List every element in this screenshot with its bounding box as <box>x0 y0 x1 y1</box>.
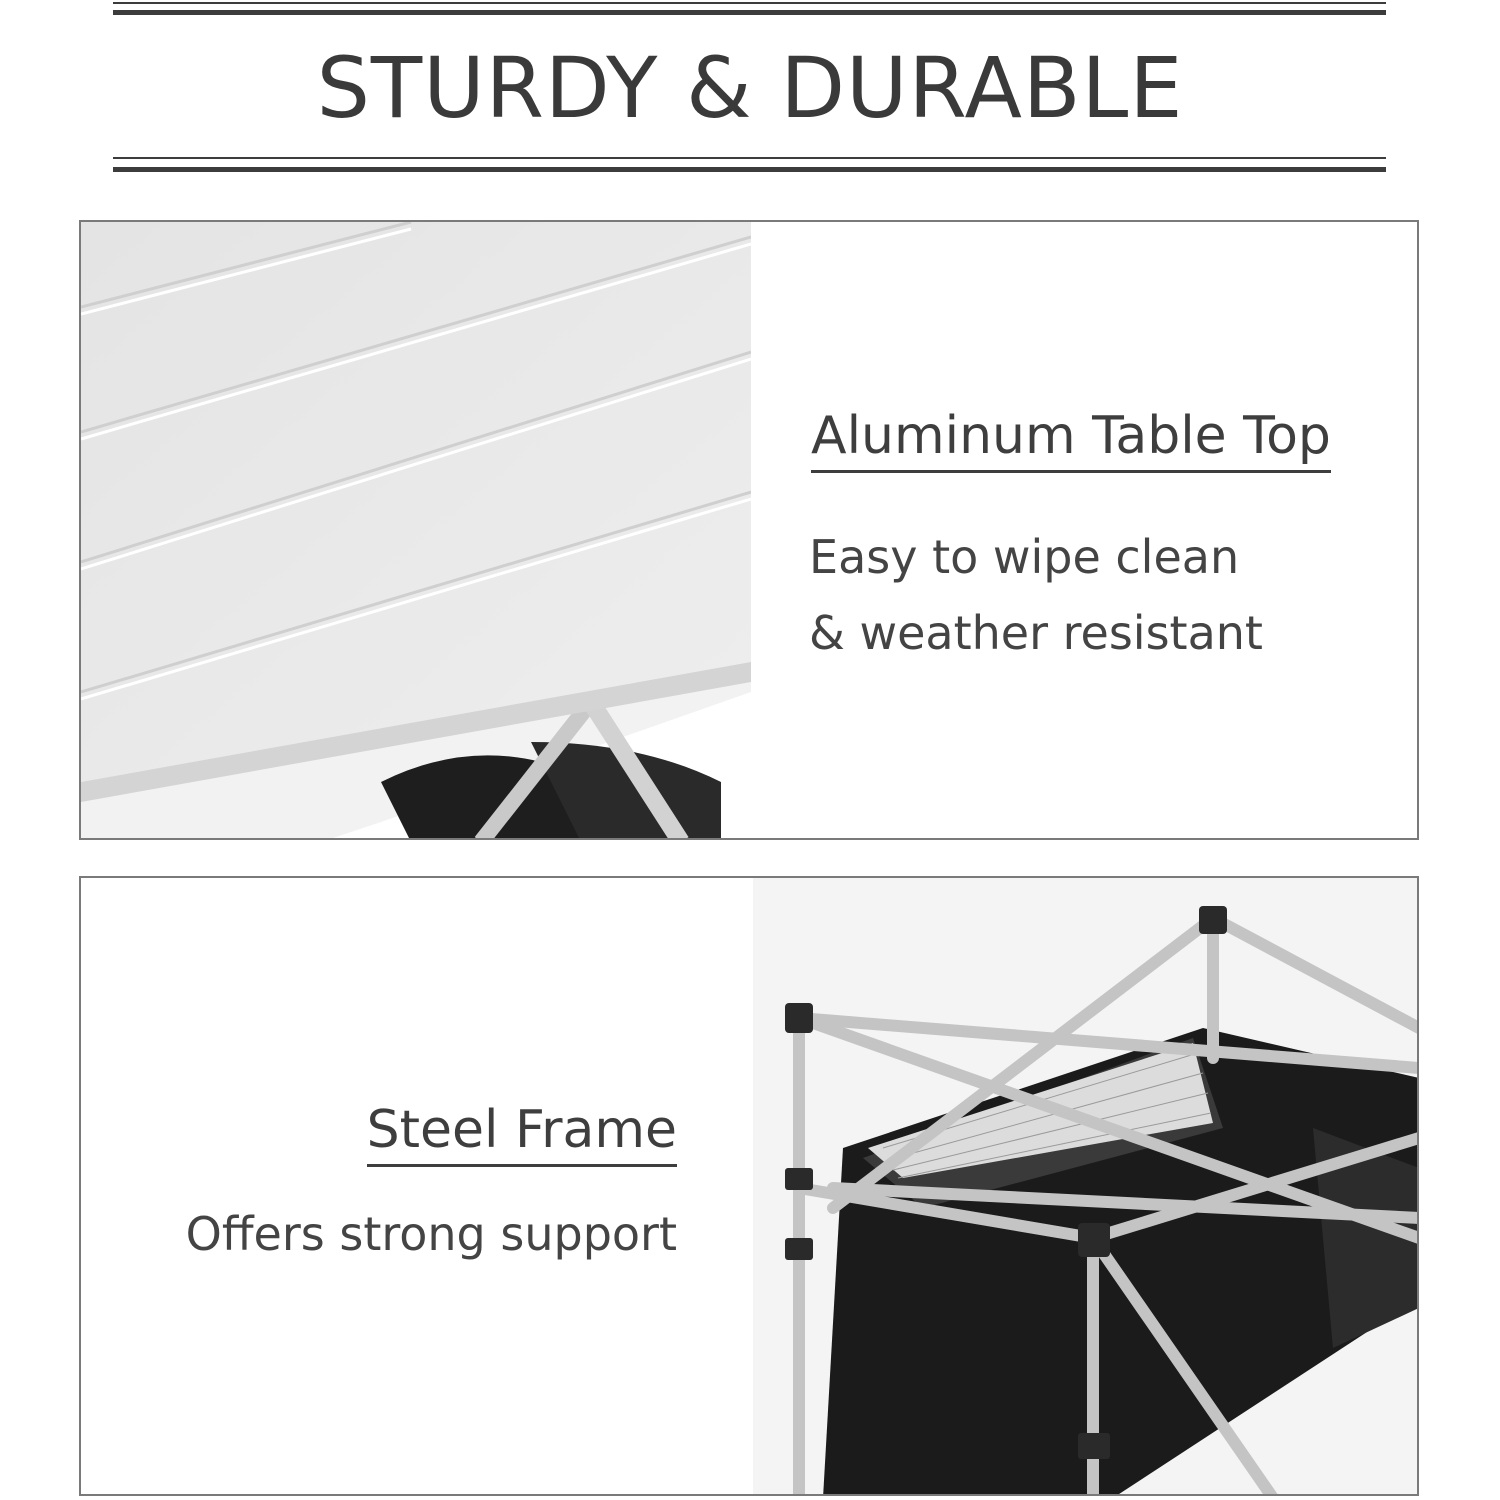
feature-panel-table-top <box>79 220 1419 840</box>
feature-line-weather: & weather resistant <box>809 606 1263 660</box>
feature-heading-table-top: Aluminum Table Top <box>811 406 1331 473</box>
bottom-rule-thin <box>113 157 1386 159</box>
feature-heading-steel-frame: Steel Frame <box>367 1100 677 1167</box>
page-title: STURDY & DURABLE <box>316 39 1184 137</box>
top-rule-thin <box>113 2 1386 4</box>
feature-line-support: Offers strong support <box>185 1207 677 1261</box>
bottom-rule-thick <box>113 167 1386 172</box>
top-rule-thick <box>113 10 1386 15</box>
feature-panel-steel-frame <box>79 876 1419 1496</box>
steel-frame-photo <box>753 878 1419 1496</box>
table-top-photo <box>81 222 751 840</box>
feature-line-wipe-clean: Easy to wipe clean <box>809 530 1240 584</box>
